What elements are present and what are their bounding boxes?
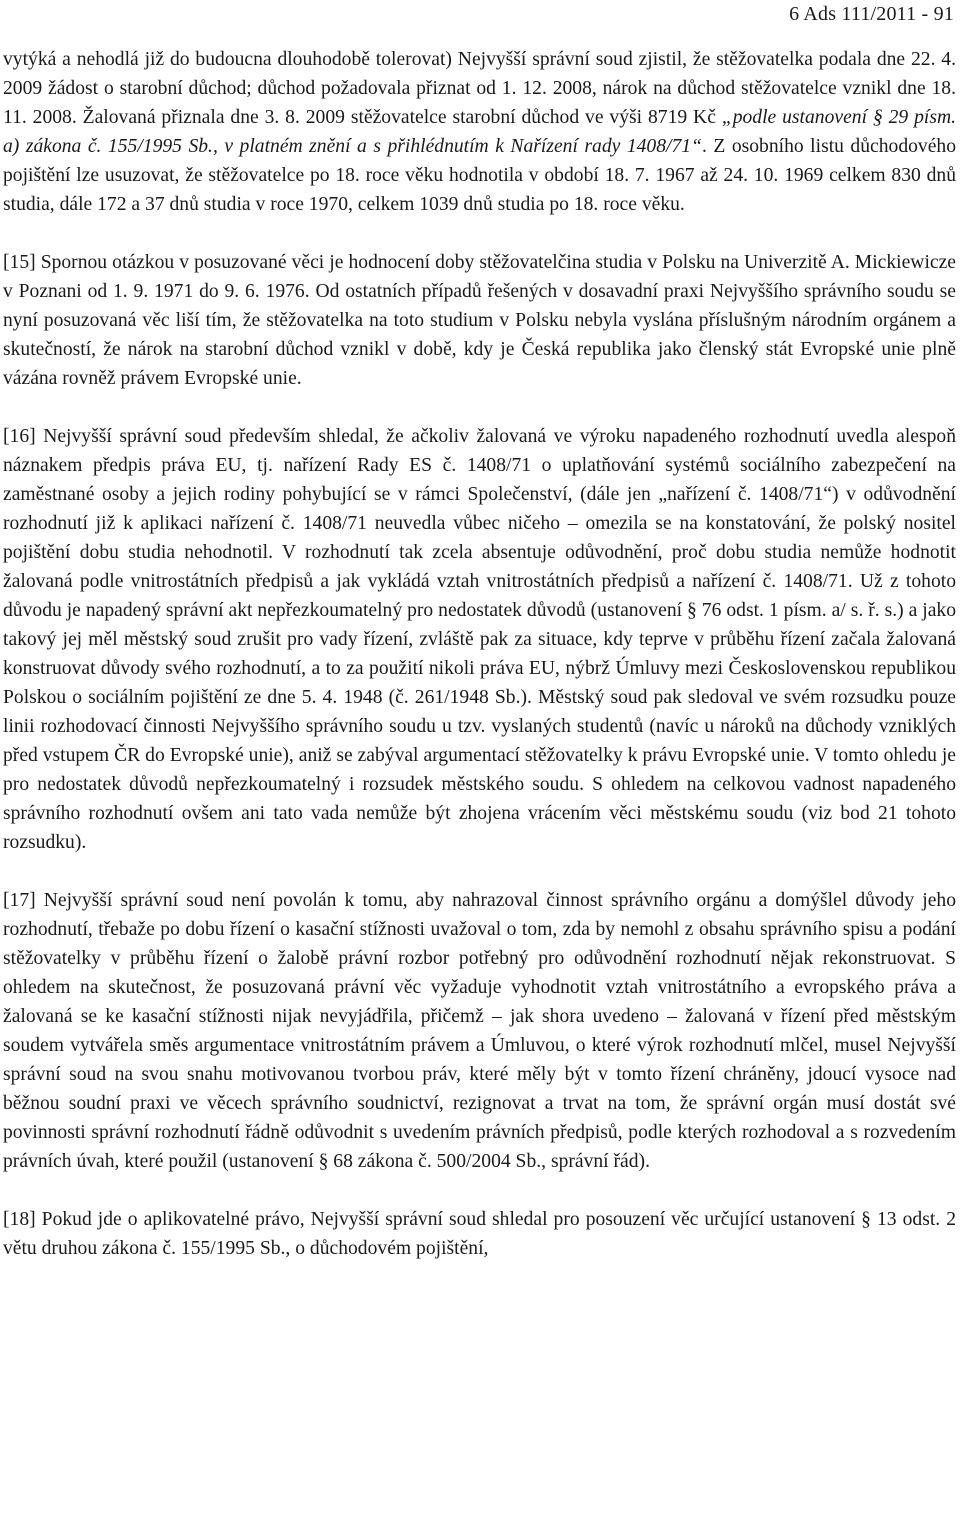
paragraph-18: [18] Pokud jde o aplikovatelné právo, Nejvyšší správní soud shledal pro posouzení věc určující ustanovení § 13 odst. 2 větu druhou zákona č. 155/1995 Sb., o důchodovém pojištění, (3, 1209, 956, 1259)
paragraph-17: [17] Nejvyšší správní soud není povolán k tomu, aby nahrazoval činnost správního orgánu a domýšlel důvody jeho rozhodnutí, třebaže po dobu řízení o kasační stížnosti uvažoval o tom, zda by nemohl z obsahu správního spisu a podání stěžovatelky v průběhu řízení o žalobě právní rozbor potřebný pro odůvodnění rozhodnutí nějak rekonstruovat. S ohledem na skutečnost, že posuzovaná právní věc vyžaduje vyhodnotit vztah vnitrostátního a evropského práva a žalovaná se ke kasační stížnosti nijak nevyjádřila, přičemž – jak shora uvedeno – žalovaná v řízení před městským soudem vytvářela směs argumentace vnitrostátním právem a Úmluvou, o které výrok rozhodnutí mlčel, musel Nejvyšší správní soud na svou snahu motivovanou tvorbou práv, které měly být v tomto řízení chráněny, jdoucí vysoce nad běžnou soudní praxi ve věcech správního soudnictví, rezignovat a trvat na tom, že správní orgán musí dostát své povinnosti správní rozhodnutí řádně odůvodnit s uvedením právních předpisů, podle kterých rozhodoval a s rozvedením právních úvah, které použil (ustanovení § 68 zákona č. 500/2004 Sb., správní řád). (3, 890, 956, 1172)
paragraph-16: [16] Nejvyšší správní soud především shledal, že ačkoliv žalovaná ve výroku napadeného rozhodnutí uvedla alespoň náznakem předpis práva EU, tj. nařízení Rady ES č. 1408/71 o uplatňování systémů sociálního zabezpečení na zaměstnané osoby a jejich rodiny pohybující se v rámci Společenství, (dále jen „nařízení č. 1408/71“) v odůvodnění rozhodnutí již k aplikaci nařízení č. 1408/71 neuvedla vůbec ničeho – omezila se na konstatování, že polský nositel pojištění dobu studia nehodnotil. V rozhodnutí tak zcela absentuje odůvodnění, proč dobu studia nemůže hodnotit žalovaná podle vnitrostátních předpisů a jak vykládá vztah vnitrostátních předpisů a nařízení č. 1408/71. Už z tohoto důvodu je napadený správní akt nepřezkoumatelný pro nedostatek důvodů (ustanovení § 76 odst. 1 písm. a/ s. ř. s.) a jako takový jej měl městský soud zrušit pro vady řízení, zvláště pak za situace, kdy teprve v průběhu řízení začala žalovaná konstruovat důvody svého rozhodnutí, a to za použití nikoli práva EU, nýbrž Úmluvy mezi Československou republikou Polskou o sociálním pojištění ze dne 5. 4. 1948 (č. 261/1948 Sb.). Městský soud pak sledoval ve svém rozsudku pouze linii rozhodovací činnosti Nejvyššího správního soudu u tzv. vyslaných studentů (navíc u nároků na důchody vzniklých před vstupem ČR do Evropské unie), aniž se zabýval argumentací stěžovatelky k právu Evropské unie. V tomto ohledu je pro nedostatek důvodů nepřezkoumatelný i rozsudek městského soudu. S ohledem na celkovou vadnost napadeného správního rozhodnutí ovšem ani tato vada nemůže být zhojena vrácením věci městskému soudu (viz bod 21 tohoto rozsudku). (3, 426, 956, 853)
document-body (3, 45, 956, 1263)
paragraph-text: vytýká a nehodlá již do budoucna dlouhodobě tolerovat) Nejvyšší správní soud zjistil, že stěžovatelka podala dne 22. 4. 2009 žádost o starobní důchod; důchod požadovala přiznat od 1. 12. 2008, nárok na důchod stěžovatelce vznikl dne 18. 11. 2008. Žalovaná přiznala dne 3. 8. 2009 stěžovatelce starobní důchod ve výši 8719 Kč (3, 49, 956, 128)
paragraph-continuation (3, 45, 956, 219)
quoted-decision-italic: „podle ustanovení § 29 písm. a) zákona č. 155/1995 Sb., v platném znění a s přihlédnutím k Nařízení rady 1408/71“ (3, 107, 957, 157)
page-header: 6 Ads 111/2011 - 91 (789, 3, 954, 25)
paragraph-text: . Z osobního listu důchodového pojištění lze usuzovat, že stěžovatelce po 18. roce věku hodnotila v období 18. 7. 1967 až 24. 10. 1969 celkem 830 dnů studia, dále 172 a 37 dnů studia v roce 1970, celkem 1039 dnů studia po 18. roce věku. (3, 136, 956, 215)
paragraph-15: [15] Spornou otázkou v posuzované věci je hodnocení doby stěžovatelčina studia v Polsku na Univerzitě A. Mickiewicze v Poznani od 1. 9. 1971 do 9. 6. 1976. Od ostatních případů řešených v dosavadní praxi Nejvyššího správního soudu se nyní posuzovaná věc liší tím, že stěžovatelka na toto studium v Polsku nebyla vyslána příslušným národním orgánem a skutečností, že nárok na starobní důchod vznikl v době, kdy je Česká republika jako členský stát Evropské unie plně vázána rovněž právem Evropské unie. (3, 252, 956, 389)
